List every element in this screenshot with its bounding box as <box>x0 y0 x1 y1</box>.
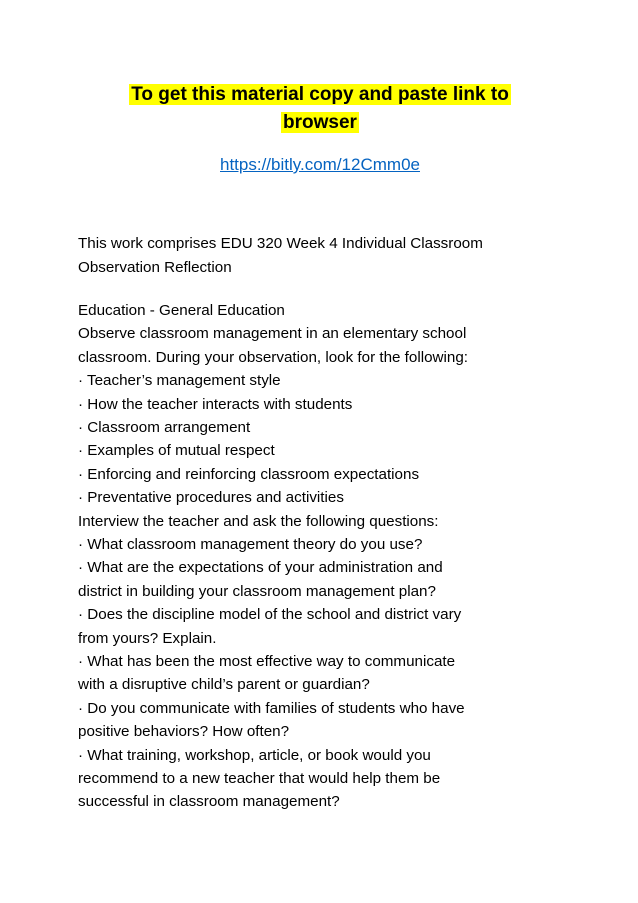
heading-line-2 <box>60 109 580 137</box>
question-item-cont: district in building your classroom management plan? <box>78 582 436 600</box>
heading-highlight-1: To get this material copy and paste link to <box>131 84 509 105</box>
body-line: Education - General Education <box>78 302 285 319</box>
body-line: classroom. During your observation, look for the following: <box>78 348 468 366</box>
body-line: Observe classroom management in an elementary school <box>78 325 467 343</box>
bullet-item: · Examples of mutual respect <box>78 442 275 460</box>
body-line: Interview the teacher and ask the following questions: <box>78 512 439 530</box>
question-item-cont: positive behaviors? How often? <box>78 723 290 741</box>
bullet-item: · How the teacher interacts with students <box>78 395 353 413</box>
question-item: · What classroom management theory do you use? <box>78 536 423 553</box>
material-link[interactable]: https://bitly.com/12Cmm0e <box>220 155 420 174</box>
question-item-cont: successful in classroom management? <box>78 793 340 811</box>
bullet-item: · Classroom arrangement <box>78 419 251 436</box>
question-item-cont: from yours? Explain. <box>78 629 217 647</box>
bullet-item: · Teacher’s management style <box>78 372 281 390</box>
question-item: · What training, workshop, article, or book would you <box>78 746 431 764</box>
question-item-cont: with a disruptive child’s parent or guardian? <box>78 676 370 694</box>
intro-line-2: Observation Reflection <box>78 258 232 276</box>
bullet-item: · Preventative procedures and activities <box>78 489 344 507</box>
question-item-cont: recommend to a new teacher that would help them be <box>78 770 441 787</box>
intro-line-1: This work comprises EDU 320 Week 4 Individual Classroom <box>78 235 483 252</box>
question-item: · What has been the most effective way to communicate <box>78 653 456 670</box>
question-item: · What are the expectations of your administration and <box>78 559 443 577</box>
question-item: · Do you communicate with families of students who have <box>78 699 465 717</box>
question-item: · Does the discipline model of the school and district vary <box>78 606 462 624</box>
heading-line-1 <box>60 81 580 109</box>
bullet-item: · Enforcing and reinforcing classroom expectations <box>78 465 420 483</box>
heading-highlight-2: browser <box>283 112 357 133</box>
